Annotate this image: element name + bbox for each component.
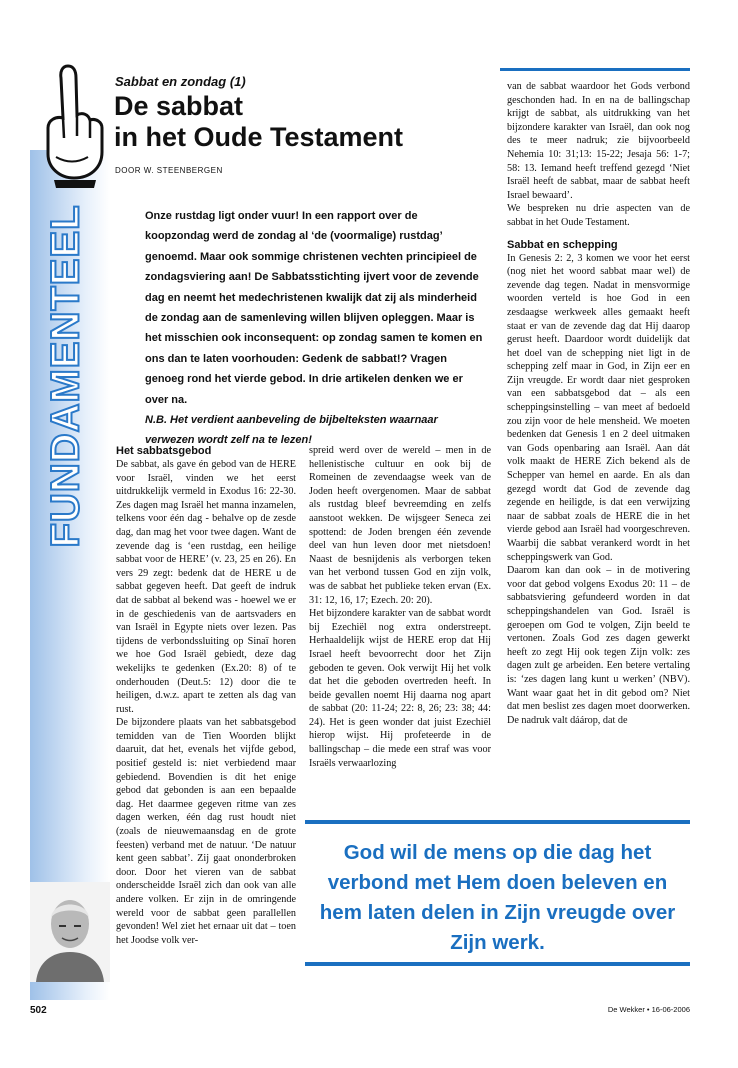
pull-quote-rule-bottom <box>305 962 690 966</box>
paragraph: Daarom kan dan ook – in de motivering voor dat gebod volgens Exodus 20: 11 – de sabbatsviering gefundeerd worden in dat scheppingshandelen van God. Israël is geroepen om God te volgen, Zijn beeld te vertonen. Zoals God zes dagen gewerkt heeft zo zegt Hij ook tegen Zijn volk: zes dagen zult ge arbeiden. Een betere vertaling is: ‘zes dagen lang kunt u werken’ (NBV). Want waar gaat het in dit gebod om? Niet dat men beslist zes dagen moet doorwerken. De nadruk valt dáárop, dat de <box>507 565 690 726</box>
title-line-1: De sabbat <box>114 91 244 121</box>
paragraph: spreid werd over de wereld – men in de hellenistische cultuur en ook bij de Romeinen de zevendaagse week van de Joden heeft overgenomen. Maar de sabbat als rustdag bleef bevreemding en zelfs aanstoot wekken. De wijsgeer Seneca zei spottend: de Joden brengen één zevende deel van hun leven door met nietsdoen! Naast de besnijdenis als verborgen teken van het verbond tussen God en zijn volk, was de sabbat het publieke teken ervan (Ex. 31: 12, 16, 17; Ezech. 20: 20). <box>309 445 491 606</box>
heading-sabbatsgebod: Het sabbatsgebod <box>116 445 212 457</box>
page-number: 502 <box>30 1005 47 1016</box>
column-1 <box>116 444 296 947</box>
top-rule <box>500 68 690 71</box>
author-portrait <box>30 882 110 982</box>
column-3 <box>507 80 690 727</box>
intro-note: N.B. Het verdient aanbeveling de bijbelteksten waarnaar verwezen wordt zelf na te lezen! <box>145 414 438 447</box>
pointing-hand-icon <box>36 62 110 190</box>
kicker: Sabbat en zondag (1) <box>115 74 246 89</box>
column-2 <box>309 444 491 770</box>
title-line-2: in het Oude Testament <box>114 122 404 152</box>
paragraph: Het bijzondere karakter van de sabbat wordt bij Ezechiël nog extra onderstreept. Herhaaldelijk wijst de HERE erop dat Hij Israel heeft bevoorrecht door het Zijn geboden te geven. Ook verwijt Hij het volk dat het die geboden overtreden heeft. In beide gevallen noemt Hij daarna nog apart de sabbat (20: 11-24; 22: 8, 26; 23: 38; 44: 24). Het is geen wonder dat juist Ezechiël hierop wijst. Hij profeteerde in de ballingschap – die mede een straf was voor Israëls verwaarlozing <box>309 608 491 769</box>
footer-publication: De Wekker • 16-06-2006 <box>607 1005 690 1014</box>
paragraph: van de sabbat waardoor het Gods verbond geschonden had. In en na de ballingschap krijgt de sabbat, als uitdrukking van het bijzondere karakter van Israël, dan ook nog des te meer nadruk; zie bijvoorbeeld Nehemia 10: 31;13: 15-22; Jesaja 56: 1-7; 58: 13. Iemand heeft treffend gezegd ‘Niet Israël heeft de sabbat, maar de sabbat heeft Israel bewaard’. <box>507 81 690 201</box>
section-label: FUNDAMENTEEL <box>43 204 88 548</box>
byline: DOOR W. STEENBERGEN <box>115 166 223 175</box>
paragraph: De bijzondere plaats van het sabbatsgebod temidden van de Tien Woorden blijkt daaruit, dat het, evenals het vijfde gebod, positief gesteld is: niet verbiedend maar gebiedend. Bovendien is dit het enige gebod dat gebonden is aan een bepaalde dag. Het daarmee gegeven ritme van zes dagen werken, één dag rust houdt niet (zoals de nieuwemaansdag en de grote feesten) verband met de natuur. ‘De natuur kent geen sabbat’. Zij gaat ononderbroken door. Door het vieren van de sabbat onderscheidde Israël zich dan ook van alle andere volken. Er zijn in de omringende wereld voor de sabbat geen parallellen gevonden! Wel ziet het ernaar uit dat – toen het Joodse volk ver- <box>116 717 296 946</box>
paragraph: We bespreken nu drie aspecten van de sabbat in het Oude Testament. <box>507 203 690 228</box>
intro-text: Onze rustdag ligt onder vuur! In een rapport over de koopzondag werd de zondag al ‘de (voormalige) rustdag’ genoemd. Maar ook sommige christenen vechten principieel de zondagsviering aan! De Sabbatsstichting ijvert voor de zevende dag en neemt het medechristenen kwalijk dat zij als minderheid de zondag aan de samenleving willen blijven opleggen. Maar is het misschien ook inconsequent: op zondag samen te komen en ons dan te laten voorhouden: Gedenk de sabbat!? Vragen genoeg rond het vierde gebod. In drie artikelen denken we er over na. <box>145 210 483 406</box>
paragraph: De sabbat, als gave én gebod van de HERE voor Israël, vinden we het eerst uitdrukkelijk vermeld in Exodus 16: 22-30. Zes dagen mag Israël het manna inzamelen, telkens voor één dag - behalve op de zesde dag, dan mag het voor twee dagen. Want de zevende dag is ‘een rustdag, een heilige sabbat voor de HERE’ (v. 23, 25 en 26). En vers 29 zegt: bedenk dat de HERE u de sabbat gegeven heeft. Dat geeft de indruk dat de sabbat al bekend was - hoewel we er in de geschiedenis van de aartsvaders en van Israël in Egypte niets over lezen. Pas tijdens de verbondssluiting op Sinaï horen we hoe God Israël gebiedt, deze dag wekelijks te gedenken (Ex.20: 8) of te onderhouden (Deut.5: 12) door die te heiligen, d.w.z. apart te zetten als dag van rust. <box>116 459 296 715</box>
page-title <box>114 91 403 153</box>
pull-quote: God wil de mens op die dag het verbond met Hem doen beleven en hem laten delen in Zijn vreugde over Zijn werk. <box>319 841 676 954</box>
pull-quote-rule-top <box>305 820 690 824</box>
intro-block <box>145 206 485 451</box>
heading-sabbat-en-schepping: Sabbat en schepping <box>507 238 618 251</box>
paragraph: In Genesis 2: 2, 3 komen we voor het eerst (nog niet het woord sabbat maar wel) de zevende dag tegen. Nadat in mensvormige woorden verteld is hoe God in een zesdaagse werkweek alles gemaakt heeft staat er van de zevende dag dat Hij daarop gerust heeft. Daardoor wordt duidelijk dat het doel van de schepping niet ligt in de schepping zelf maar in God, in Zijn eer en Zijn vreugde. Er wordt daar niet gesproken van een sabbatsgebod dat – als een scheppingsinstelling – van meet af bedoeld zou zijn voor de hele mensheid. We moeten bedenken dat Genesis 1 en 2 deel uitmaken van Gods openbaring aan Israël. Aan dát volk maakt de HERE Zich bekend als de Schepper van hemel en aarde. En als dan gezegd wordt dat God de zevende dag zegende en heiligde, is dat een verwijzing naar de sabbat zoals de HERE die in het vierde gebod aan Israël had voorgeschreven. Waarbij die sabbat verankerd wordt in het scheppingswerk van God. <box>507 252 690 563</box>
